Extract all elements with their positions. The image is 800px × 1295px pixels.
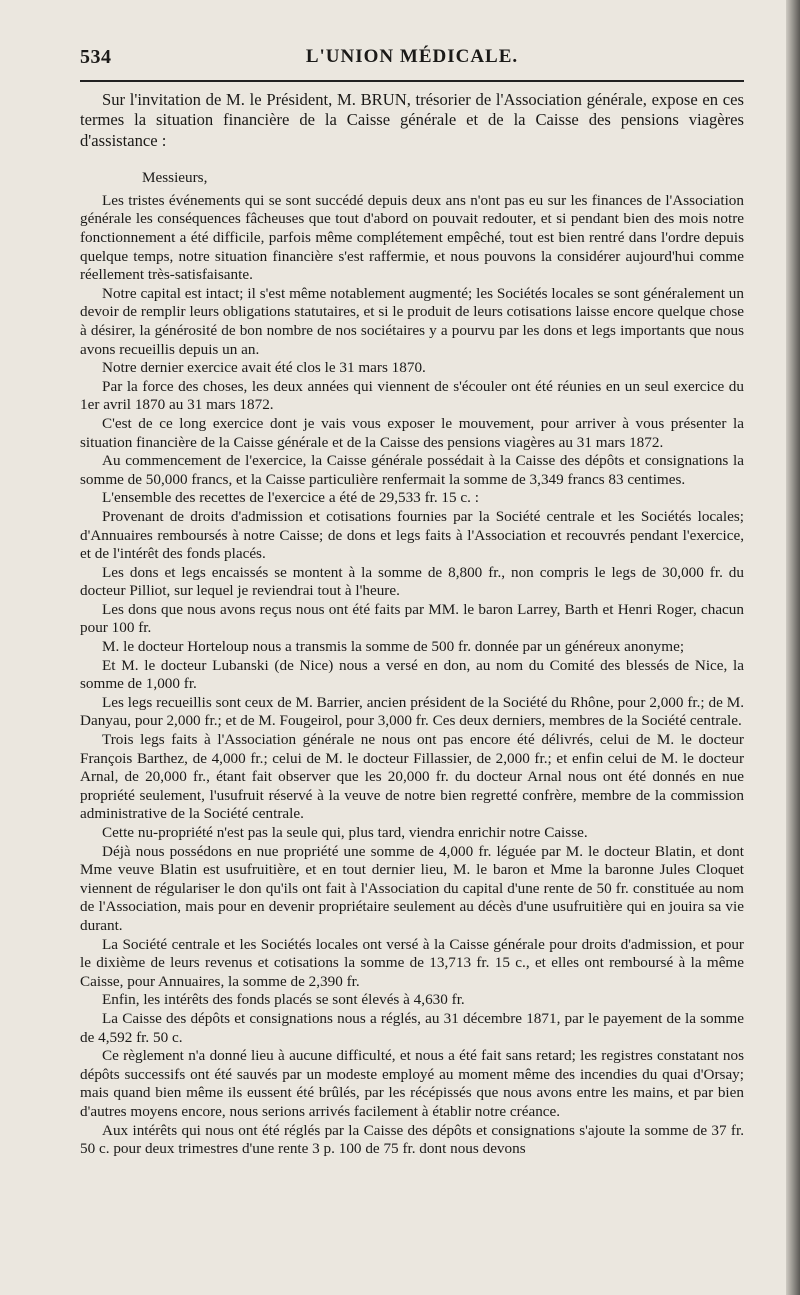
paragraph: Ce règlement n'a donné lieu à aucune difficulté, et nous a été fait sans retard; les registres constatant nos dépôts successifs ont été sauvés par un modeste employé au moment même des incendies du quai d'Orsay; mais quand bien même ils eussent été brûlés, par les récépissés que nous avons entre les mains, et par bien d'autres moyens encore, nous serions arrivés facilement à établir notre créance. — [80, 1047, 744, 1120]
paragraph: C'est de ce long exercice dont je vais vous exposer le mouvement, pour arriver à vous présenter la situation financière de la Caisse générale et de la Caisse des pensions viagères au 31 mars 1872. — [80, 414, 744, 451]
header-rule — [80, 80, 744, 82]
salutation: Messieurs, — [142, 169, 208, 187]
paragraph: La Société centrale et les Sociétés locales ont versé à la Caisse générale pour droits d'admission, et pour le dixième de leurs revenus et cotisations la somme de 13,713 fr. 15 c., et elles ont remboursé à la même Caisse, pour Annuaires, la somme de 2,390 fr. — [80, 935, 744, 990]
paragraph: L'ensemble des recettes de l'exercice a été de 29,533 fr. 15 c. : — [102, 489, 479, 507]
paragraph: Enfin, les intérêts des fonds placés se sont élevés à 4,630 fr. — [102, 991, 465, 1009]
paragraph: Les dons que nous avons reçus nous ont été faits par MM. le baron Larrey, Barth et Henri Roger, chacun pour 100 fr. — [80, 600, 744, 637]
paragraph: Les dons et legs encaissés se montent à la somme de 8,800 fr., non compris le legs de 30,000 fr. du docteur Pilliot, sur lequel je reviendrai tout à l'heure. — [80, 563, 744, 600]
paragraph: Les tristes événements qui se sont succédé depuis deux ans n'ont pas eu sur les finances de l'Association générale les conséquences fâcheuses que tout d'abord on pouvait redouter, et si pendant bien des mois notre fonctionnement a été difficile, parfois même complétement empêché, tout est bien rentré dans l'ordre depuis quelque temps, notre situation financière s'est raffermie, et nous pouvons la considérer aujourd'hui comme réellement très-satisfaisante. — [80, 191, 744, 284]
paragraph: Notre dernier exercice avait été clos le 31 mars 1870. — [102, 359, 426, 377]
paragraph: Au commencement de l'exercice, la Caisse générale possédait à la Caisse des dépôts et consignations la somme de 50,000 francs, et la Caisse particulière renfermait la somme de 3,349 francs 83 centimes. — [80, 452, 744, 488]
running-title: L'UNION MÉDICALE. — [305, 46, 519, 67]
paragraph: Les legs recueillis sont ceux de M. Barrier, ancien président de la Société du Rhône, pour 2,000 fr.; de M. Danyau, pour 2,000 fr.; et de M. Fougeirol, pour 3,000 fr. Ces deux derniers, membres de la Société centrale. — [80, 693, 744, 730]
paragraph: M. le docteur Horteloup nous a transmis la somme de 500 fr. donnée par un généreux anonyme; — [102, 638, 685, 656]
paragraph: Provenant de droits d'admission et cotisations fournies par la Société centrale et les Sociétés locales; d'Annuaires remboursés à notre Caisse; de dons et legs faits à l'Association et recouvrés pendant l'exercice, et de l'intérêt des fonds placés. — [80, 507, 744, 563]
page-edge-shadow — [786, 0, 800, 1295]
paragraph: Notre capital est intact; il s'est même notablement augmenté; les Sociétés locales se sont généralement un devoir de remplir leurs obligations statutaires, et si le produit de leurs cotisations laisse encore quelque chose à désirer, la générosité de bon nombre de nos sociétaires y a pourvu par les dons et legs importants que nous avons recueillis depuis un an. — [80, 284, 744, 358]
paragraph: Déjà nous possédons en nue propriété une somme de 4,000 fr. léguée par M. le docteur Blatin, et dont Mme veuve Blatin est usufruitière, et en tout dernier lieu, M. le baron et Mme la baronne Jules Cloquet viennent de régulariser le don qu'ils ont fait à l'Association du capital d'une rente de 50 fr. constituée au nom de l'Association, mais pour en devenir propriétaire seulement au décès d'une usufruitière qui en jouira sa vie durant. — [80, 842, 744, 934]
paragraph: La Caisse des dépôts et consignations nous a réglés, au 31 décembre 1871, par le payement de la somme de 4,592 fr. 50 c. — [80, 1009, 744, 1046]
article-body — [80, 90, 744, 1159]
paragraph: Et M. le docteur Lubanski (de Nice) nous a versé en don, au nom du Comité des blessés de Nice, la somme de 1,000 fr. — [80, 656, 744, 693]
intro-paragraph: Sur l'invitation de M. le Président, M. BRUN, trésorier de l'Association générale, expose en ces termes la situation financière de la Caisse générale et de la Caisse des pensions viagères d'assistance : — [80, 90, 744, 150]
paragraph: Trois legs faits à l'Association générale ne nous ont pas encore été délivrés, celui de M. le docteur François Barthez, de 4,000 fr.; celui de M. le docteur Fillassier, de 2,000 fr.; et enfin celui de M. le docteur Arnal, de 20,000 fr., étant fait observer que les 20,000 fr. du docteur Arnal nous ont été donnés en nue propriété seulement, l'usufruit réservé à la veuve de notre bien regretté confrère, membre de la commission administrative de la Société centrale. — [80, 731, 744, 823]
paragraph: Aux intérêts qui nous ont été réglés par la Caisse des dépôts et consignations s'ajoute la somme de 37 fr. 50 c. pour deux trimestres d'une rente 3 p. 100 de 75 fr. dont nous devons — [80, 1121, 744, 1158]
paragraph: Par la force des choses, les deux années qui viennent de s'écouler ont été réunies en un seul exercice du 1er avril 1870 au 31 mars 1872. — [80, 377, 744, 414]
paragraph: Cette nu-propriété n'est pas la seule qui, plus tard, viendra enrichir notre Caisse. — [102, 824, 588, 841]
page-number: 534 — [80, 46, 112, 68]
page-header — [80, 46, 744, 76]
